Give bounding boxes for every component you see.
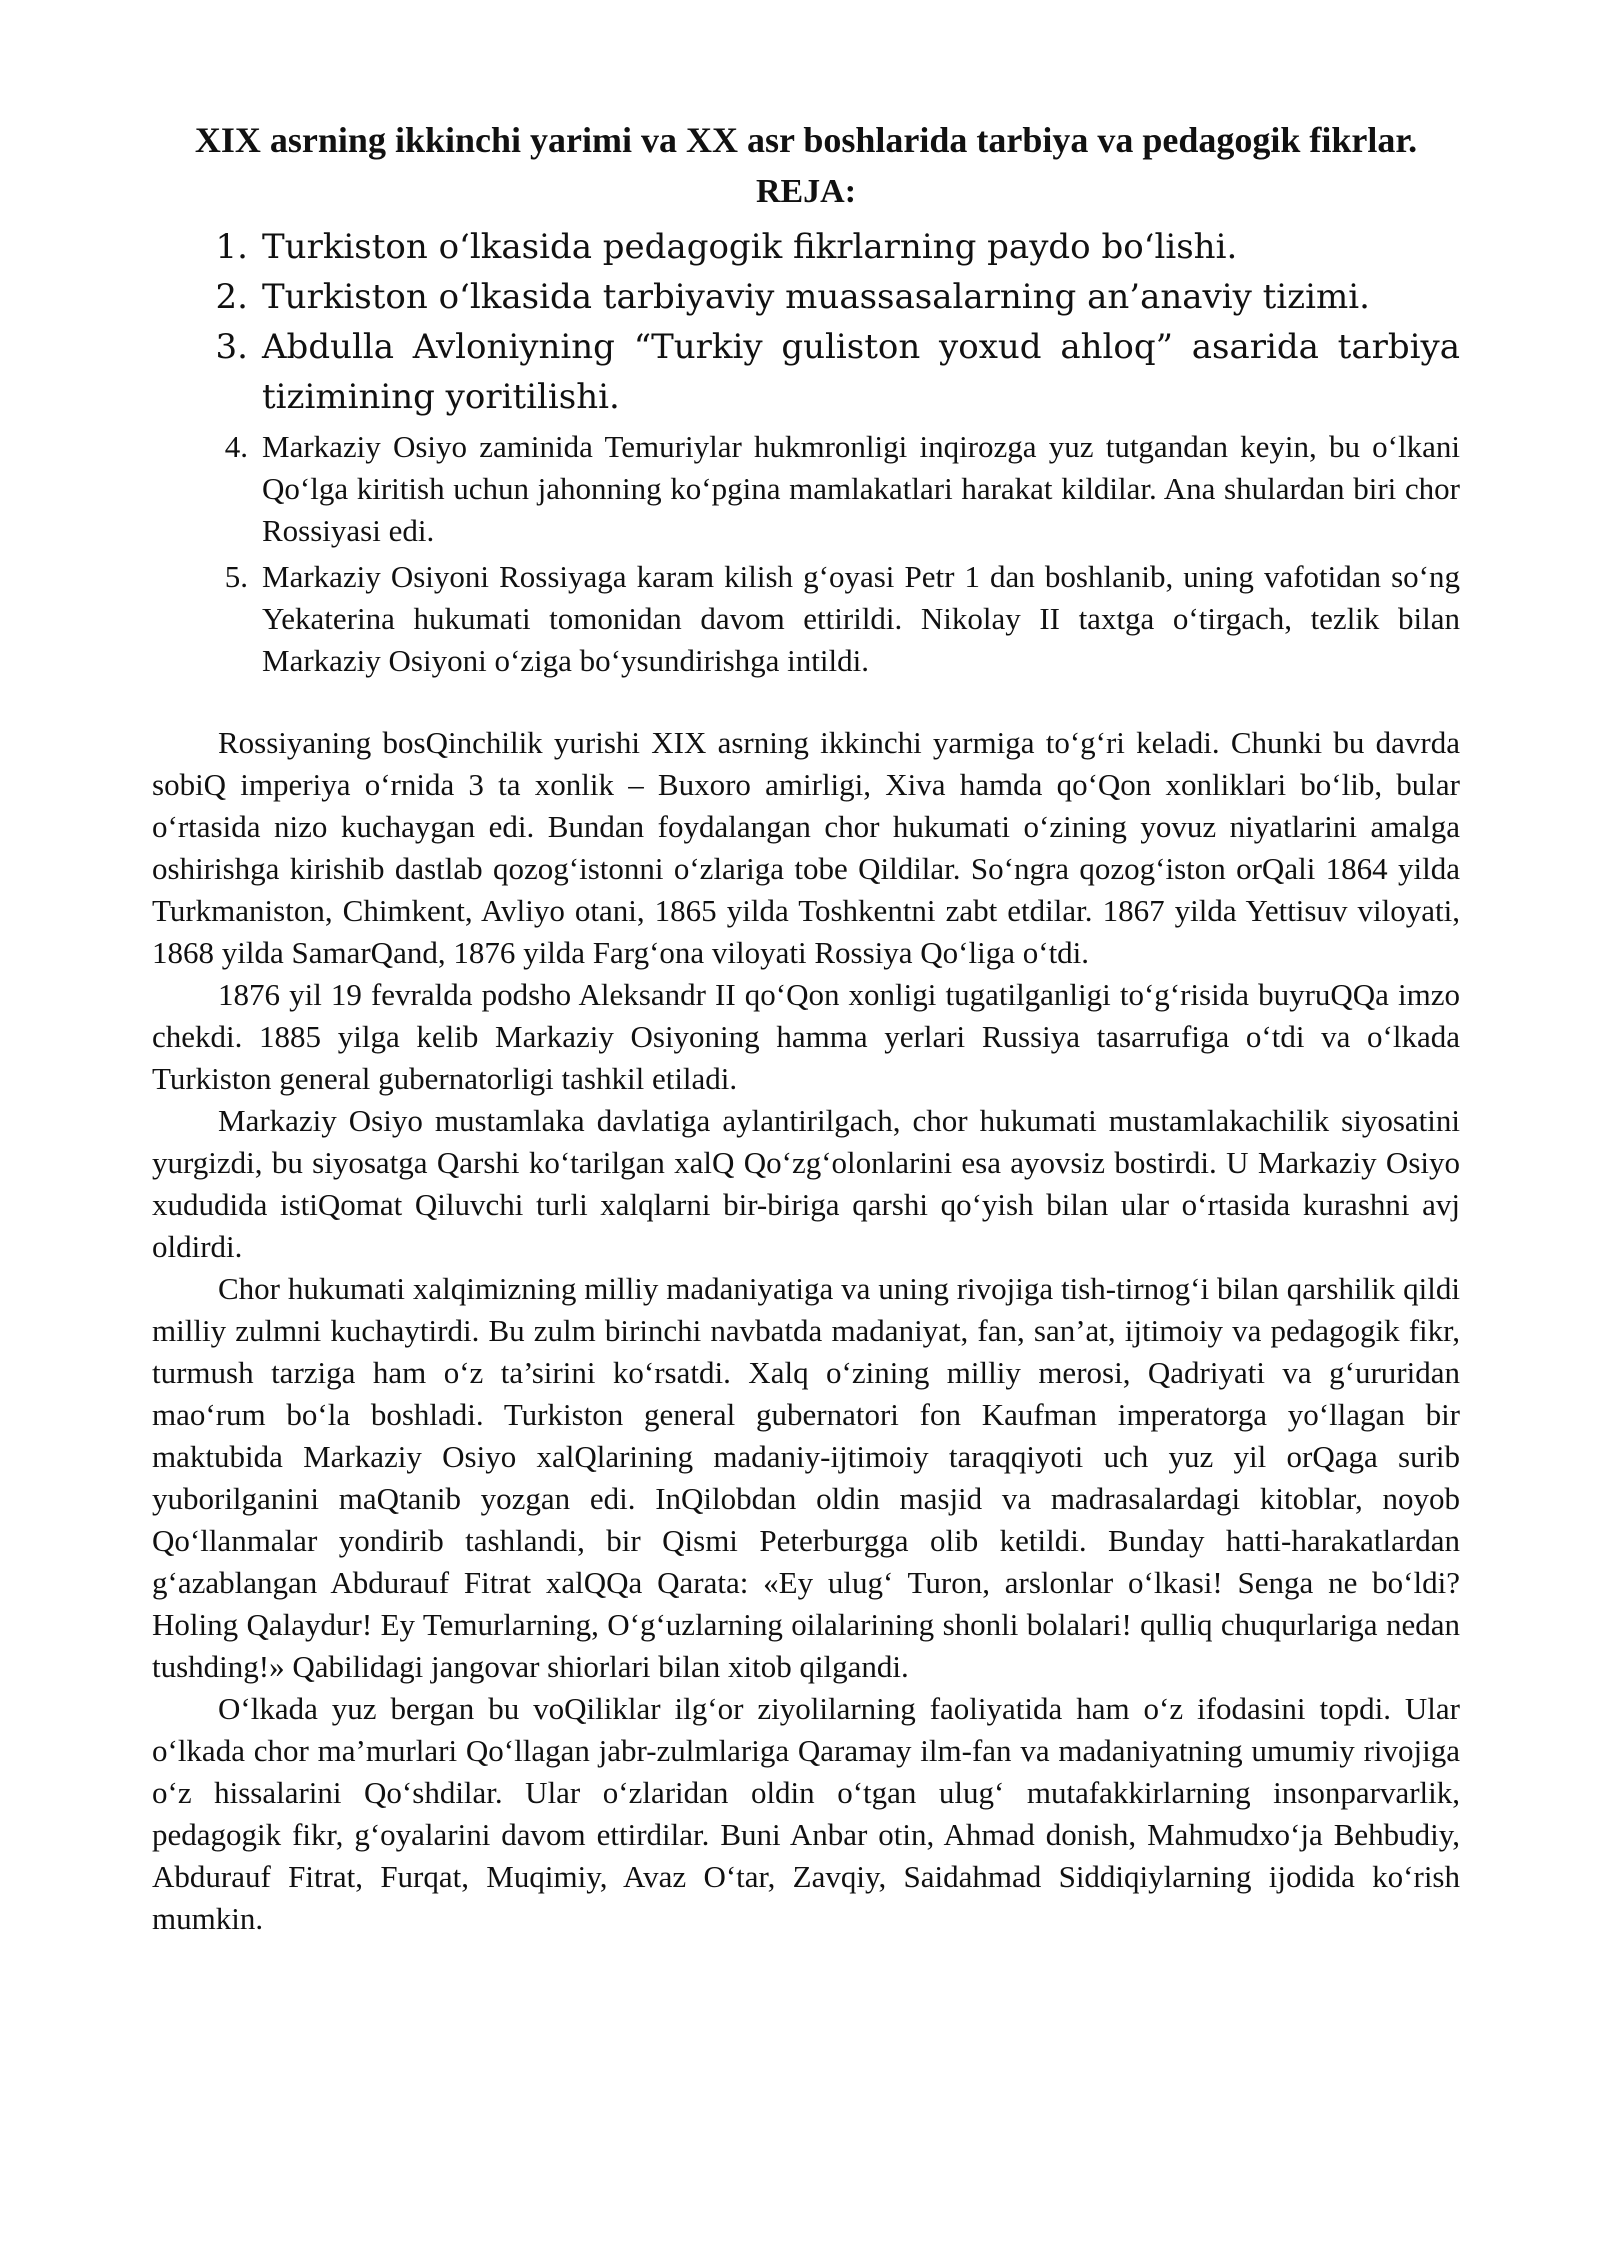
body-paragraph: O‘lkada yuz bergan bu voQiliklar ilg‘or ziyolilarning faoliyatida ham o‘z ifodasini topdi. Ular o‘lkada chor ma’murlari Qo‘llagan jabr-zulmlariga Qaramay ilm-fan va madaniyatning umumiy rivojiga o‘z hissalarini Qo‘shdilar. Ular o‘zlaridan oldin o‘tgan ulug‘ mutafakkirlarning insonparvarlik, pedagogik fikr, g‘oyalarini davom ettirdilar. Buni Anbar otin, Ahmad donish, Mahmudxo‘ja Behbudiy, Abdurauf Fitrat, Furqat, Muqimiy, Avaz O‘tar, Zavqiy, Saidahmad Siddiqiylarning ijodida ko‘rish mumkin. <box>152 1691 1460 1936</box>
document-title: XIX asrning ikkinchi yarimi va XX asr boshlarida tarbiya va pedagogik fikrlar. <box>194 120 1418 160</box>
plan-item-number: 4. <box>224 429 248 464</box>
plan-item-text: Turkiston o‘lkasida tarbiyaviy muassasalarning an’anaviy tizimi. <box>262 277 1370 317</box>
plan-heading: REJA: <box>755 173 857 210</box>
body-paragraph: Rossiyaning bosQinchilik yurishi XIX asrning ikkinchi yarmiga to‘g‘ri keladi. Chunki bu davrda sobiQ imperiya o‘rnida 3 ta xonlik – Buxoro amirligi, Xiva hamda qo‘Qon xonliklari bo‘lib, bular o‘rtasida nizo kuchaygan edi. Bundan foydalangan chor hukumati o‘zining yovuz niyatlarini amalga oshirishga kirishib dastlab qozog‘istonni o‘zlariga tobe Qildilar. So‘ngra qozog‘iston orQali 1864 yilda Turkmaniston, Chimkent, Avliyo otani, 1865 yilda Toshkentni zabt etdilar. 1867 yilda Yettisuv viloyati, 1868 yilda SamarQand, 1876 yilda Farg‘ona viloyati Rossiya Qo‘liga o‘tdi. <box>152 725 1460 970</box>
body-paragraph: 1876 yil 19 fevralda podsho Aleksandr II qo‘Qon xonligi tugatilganligi to‘g‘risida buyruQQa imzo chekdi. 1885 yilga kelib Markaziy Osiyoning hamma yerlari Russiya tasarrufiga o‘tdi va o‘lkada Turkiston general gubernatorligi tashkil etiladi. <box>152 977 1460 1096</box>
plan-list <box>152 222 1460 682</box>
plan-item-number: 5. <box>224 559 248 594</box>
plan-item <box>152 272 1460 322</box>
plan-item-number: 3. <box>215 327 248 367</box>
plan-item <box>152 222 1460 272</box>
plan-item-number: 1. <box>215 227 248 267</box>
body-paragraph: Markaziy Osiyo mustamlaka davlatiga aylantirilgach, chor hukumati mustamlakachilik siyosatini yurgizdi, bu siyosatga Qarshi ko‘tarilgan xalQ Qo‘zg‘olonlarini esa ayovsiz bostirdi. U Markaziy Osiyo xududida istiQomat Qiluvchi turli xalqlarni bir-biriga qarshi qo‘yish bilan ular o‘rtasida kurashni avj oldirdi. <box>152 1103 1460 1264</box>
plan-item <box>152 426 1460 552</box>
plan-item-number: 2. <box>215 277 248 317</box>
body-text <box>152 722 1460 1940</box>
plan-item-text: Markaziy Osiyo zaminida Temuriylar hukmronligi inqirozga yuz tutgandan keyin, bu o‘lkani Qo‘lga kiritish uchun jahonning ko‘pgina mamlakatlari harakat kildilar. Ana shulardan biri chor Rossiyasi edi. <box>262 429 1460 548</box>
plan-item <box>152 556 1460 682</box>
plan-item-text: Markaziy Osiyoni Rossiyaga karam kilish g‘oyasi Petr 1 dan boshlanib, uning vafotidan so‘ng Yekaterina hukumati tomonidan davom ettirildi. Nikolay II taxtga o‘tirgach, tezlik bilan Markaziy Osiyoni o‘ziga bo‘ysundirishga intildi. <box>262 559 1460 678</box>
plan-item <box>152 322 1460 422</box>
plan-item-text: Abdulla Avloniyning “Turkiy guliston yoxud ahloq” asarida tarbiya tizimining yoritilishi. <box>262 327 1460 417</box>
body-paragraph: Chor hukumati xalqimizning milliy madaniyatiga va uning rivojiga tish-tirnog‘i bilan qarshilik qildi milliy zulmni kuchaytirdi. Bu zulm birinchi navbatda madaniyat, fan, san’at, ijtimoiy va pedagogik fikr, turmush tarziga ham o‘z ta’sirini ko‘rsatdi. Xalq o‘zining milliy merosi, Qadriyati va g‘ururidan mao‘rum bo‘la boshladi. Turkiston general gubernatori fon Kaufman imperatorga yo‘llagan bir maktubida Markaziy Osiyo xalQlarining madaniy-ijtimoiy taraqqiyoti uch yuz yil orQaga surib yuborilganini maQtanib yozgan edi. InQilobdan oldin masjid va madrasalardagi kitoblar, noyob Qo‘llanmalar yondirib tashlandi, bir Qismi Peterburgga olib ketildi. Bunday hatti-harakatlardan g‘azablangan Abdurauf Fitrat xalQQa Qarata: «Ey ulug‘ Turon, arslonlar o‘lkasi! Senga ne bo‘ldi? Holing Qalaydur! Ey Temurlarning, O‘g‘uzlarning oilalarining shonli bolalari! qulliq chuqurlariga nedan tushding!» Qabilidagi jangovar shiorlari bilan xitob qilgandi. <box>152 1271 1460 1684</box>
plan-item-text: Turkiston o‘lkasida pedagogik fikrlarning paydo bo‘lishi. <box>262 227 1238 267</box>
